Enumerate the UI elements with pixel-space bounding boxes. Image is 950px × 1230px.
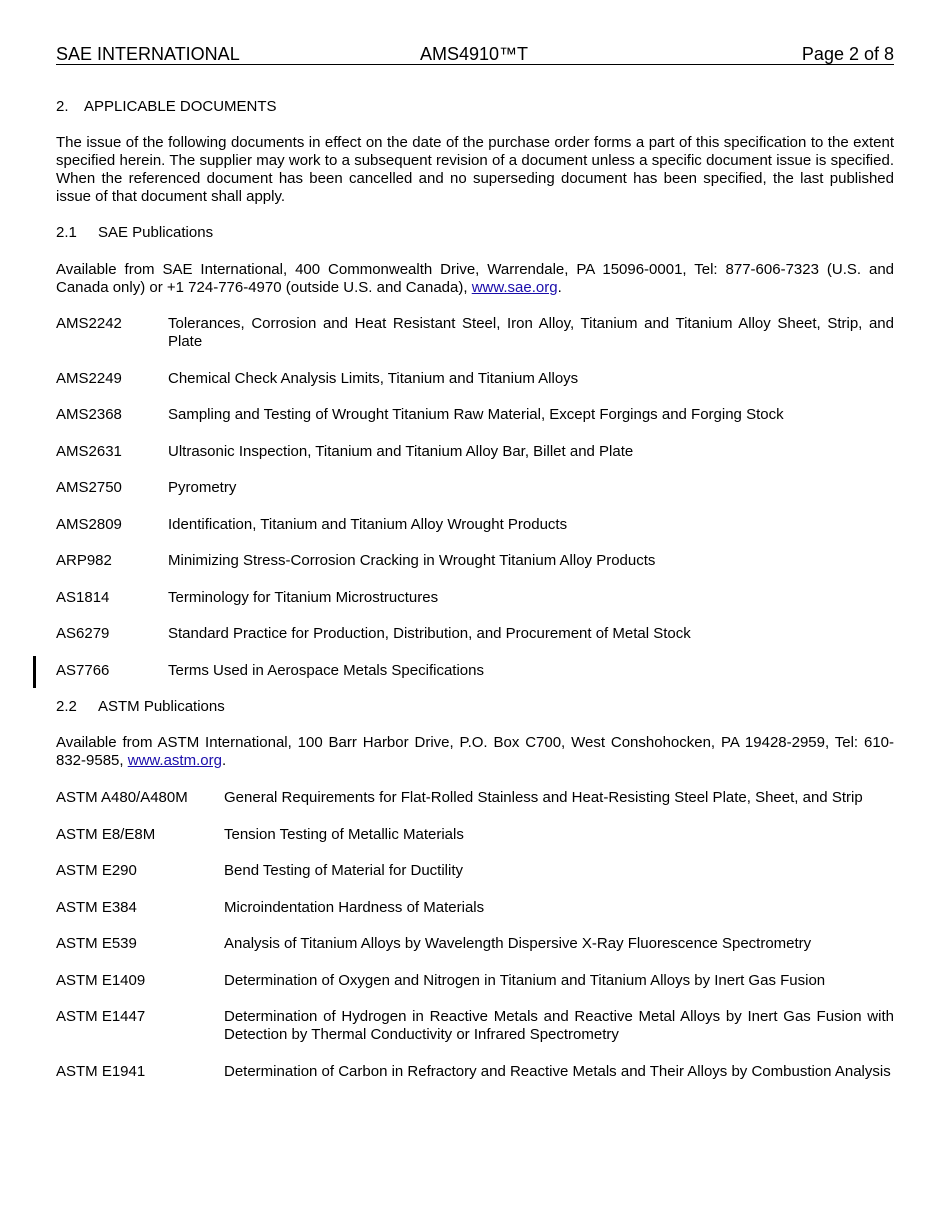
doc-code: ASTM E539 (56, 935, 137, 952)
doc-code: AMS2242 (56, 315, 122, 332)
doc-code: AMS2809 (56, 515, 122, 533)
doc-code: ASTM E384 (56, 898, 137, 916)
doc-title: Microindentation Hardness of Materials (224, 898, 485, 916)
section-intro: The issue of the following documents in effect on the date of the purchase order forms a part of this specification to the extent specified herein. The supplier may work to a subsequent revision of a document unless a specific document issue is specified. When the referenced document has been cancelled and no superseding document has been specified, the last published issue of that document shall apply. (56, 134, 894, 205)
revision-change-bar (33, 656, 36, 688)
sae-availability (56, 261, 894, 297)
sae-website-link[interactable]: www.sae.org (471, 279, 558, 296)
astm-subsection-title: ASTM Publications (98, 698, 225, 715)
doc-title: Determination of Oxygen and Nitrogen in Titanium and Titanium Alloys by Inert Gas Fusion (224, 971, 826, 989)
doc-code: AMS2249 (56, 369, 122, 387)
doc-title: General Requirements for Flat-Rolled Stainless and Heat-Resisting Steel Plate, Sheet, and Strip (224, 789, 863, 806)
doc-title: Tension Testing of Metallic Materials (224, 825, 464, 843)
doc-title: Terms Used in Aerospace Metals Specifications (168, 661, 484, 679)
doc-title: Pyrometry (168, 479, 237, 496)
doc-code: ASTM E8/E8M (56, 825, 156, 843)
doc-code: ASTM E290 (56, 862, 137, 879)
doc-title: Tolerances, Corrosion and Heat Resistant Steel, Iron Alloy, Titanium and Titanium Alloy Sheet, Strip, and Plate (168, 315, 894, 350)
sae-availability-text: Available from SAE International, 400 Commonwealth Drive, Warrendale, PA 15096-0001, Tel: 877-606-7323 (U.S. and Canada only) or +1 724-776-4970 (outside U.S. and Canada), (56, 261, 894, 296)
doc-title: Identification, Titanium and Titanium Alloy Wrought Products (168, 515, 568, 533)
section-heading (56, 98, 894, 116)
doc-code: AMS2750 (56, 479, 122, 496)
doc-title: Terminology for Titanium Microstructures (168, 588, 439, 606)
header-org: SAE INTERNATIONAL (56, 44, 240, 64)
doc-code: ARP982 (56, 552, 112, 569)
doc-title: Analysis of Titanium Alloys by Wavelength Dispersive X-Ray Fluorescence Spectrometry (224, 935, 812, 952)
astm-subsection-number: 2.2 (56, 698, 77, 715)
astm-availability-end: . (221, 752, 227, 769)
doc-title: Chemical Check Analysis Limits, Titanium and Titanium Alloys (168, 369, 579, 387)
sae-availability-end: . (557, 279, 562, 296)
astm-availability-text: Available from ASTM International, 100 Barr Harbor Drive, P.O. Box C700, West Conshohocken, PA 19428-2959, Tel: 610-832-9585, (56, 734, 894, 769)
doc-code: ASTM E1447 (56, 1008, 146, 1025)
doc-code: AS6279 (56, 625, 110, 642)
section-number: 2. (56, 98, 69, 115)
doc-title: Sampling and Testing of Wrought Titanium Raw Material, Except Forgings and Forging Stock (168, 406, 784, 423)
doc-title: Ultrasonic Inspection, Titanium and Titanium Alloy Bar, Billet and Plate (168, 442, 634, 460)
doc-title: Determination of Carbon in Refractory and Reactive Metals and Their Alloys by Combustion Analysis (224, 1062, 891, 1080)
doc-code: AS7766 (56, 661, 110, 679)
astm-subheading (56, 698, 894, 716)
section-title: APPLICABLE DOCUMENTS (84, 98, 277, 115)
doc-code: ASTM E1409 (56, 971, 146, 989)
page-header (56, 44, 894, 65)
doc-title: Standard Practice for Production, Distribution, and Procurement of Metal Stock (168, 625, 691, 642)
doc-code: AMS2631 (56, 442, 122, 460)
doc-title: Bend Testing of Material for Ductility (224, 862, 463, 879)
doc-code: AS1814 (56, 588, 110, 606)
sae-subsection-number: 2.1 (56, 224, 77, 241)
doc-title: Determination of Hydrogen in Reactive Metals and Reactive Metal Alloys by Inert Gas Fusion with Detection by Thermal Conductivity or Infrared Spectrometry (224, 1008, 894, 1043)
doc-code: ASTM A480/A480M (56, 789, 188, 806)
astm-availability (56, 734, 894, 770)
astm-website-link[interactable]: www.astm.org (127, 752, 222, 769)
header-page-number: Page 2 of 8 (801, 44, 894, 64)
sae-subsection-title: SAE Publications (98, 224, 214, 241)
doc-title: Minimizing Stress-Corrosion Cracking in Wrought Titanium Alloy Products (168, 552, 656, 569)
doc-code: AMS2368 (56, 406, 122, 423)
sae-subheading (56, 224, 894, 242)
header-spec-number: AMS4910™T (420, 44, 529, 64)
doc-code: ASTM E1941 (56, 1062, 146, 1080)
